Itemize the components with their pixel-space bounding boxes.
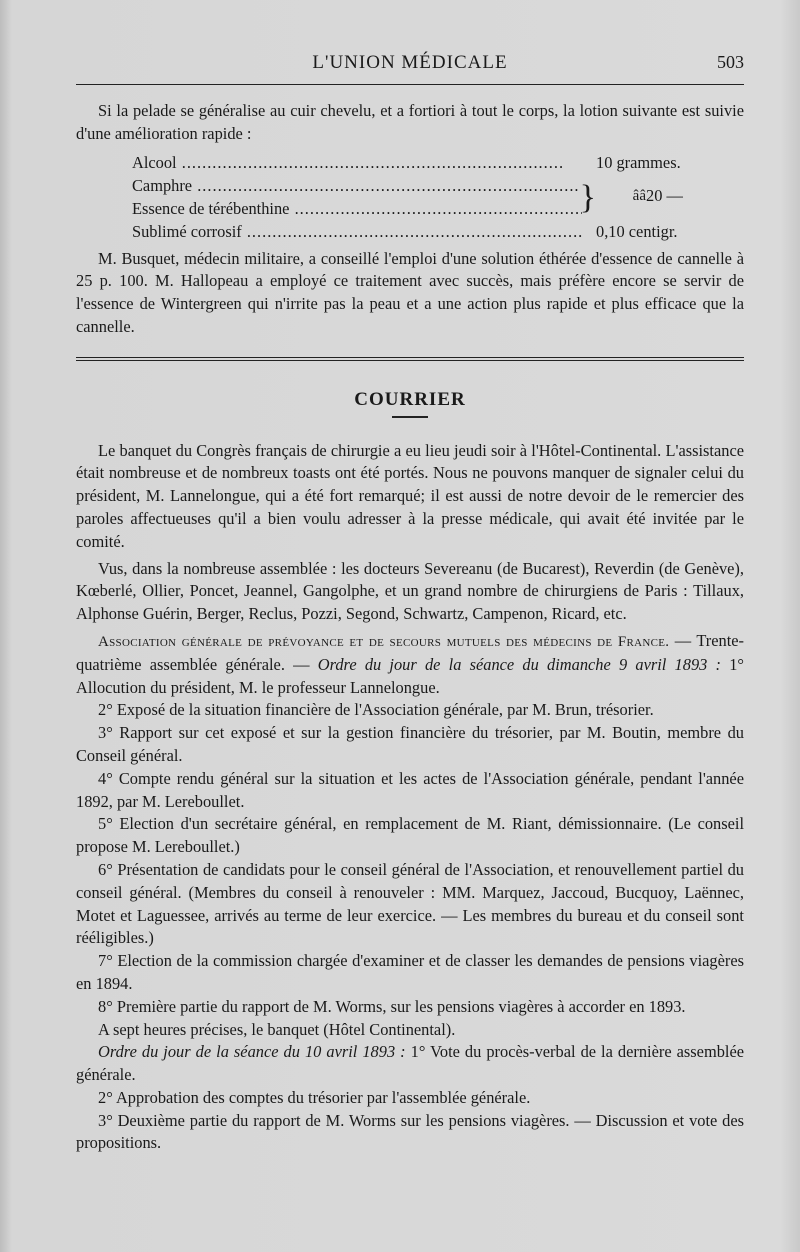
association-item: A sept heures précises, le banquet (Hôtel Continental). — [98, 1019, 456, 1039]
page-header — [76, 50, 744, 78]
brace-qty: 20 — — [646, 185, 683, 205]
formula-name: Alcool ..... — [132, 152, 582, 175]
association-item: 2° Approbation des comptes du trésorier par l'assemblée générale. — [98, 1087, 531, 1107]
formula-row — [132, 198, 708, 221]
brace-label: ââ — [632, 187, 646, 204]
page-content — [76, 100, 744, 1155]
section-title: COURRIER — [354, 388, 466, 410]
association-item: 8° Première partie du rapport de M. Worms, sur les pensions viagères à accorder en 1893. — [98, 996, 686, 1016]
association-line-a: — Trente-quatrième assemblée générale. — — [76, 630, 745, 674]
ordre-10-item-1: 1° Vote du procès-verbal de la dernière assemblée générale. — [76, 1042, 744, 1085]
association-item: 7° Election de la commission chargée d'examiner et de classer les demandes de pensions viagères en 1894. — [76, 951, 744, 993]
lotion-formula — [132, 152, 708, 244]
busquet-paragraph: M. Busquet, médecin militaire, a conseillé l'emploi d'une solution éthérée d'essence de cannelle à 25 p. 100. M. Hallopeau a employé ce traitement avec succès, mais préfère encore se servir de l'essence de Wintergreen qui n'irrite pas la peau et a une action plus rapide et plus efficace que la cannelle. — [76, 248, 744, 336]
association-ordre-du-jour: Ordre du jour de la séance du dimanche 9 avril 1893 : — [317, 654, 722, 674]
formula-row — [132, 221, 708, 244]
header-rule — [76, 84, 744, 85]
page-number: 503 — [717, 52, 744, 72]
association-heading: Association générale de prévoyance et de secours mutuels des médecins de France. — [98, 633, 670, 650]
association-paragraph — [76, 630, 744, 699]
brace-icon: } — [579, 178, 596, 216]
ordre-du-jour-10-avril — [76, 1041, 744, 1087]
formula-name: Sublimé corrosif ..... — [132, 221, 582, 244]
formula-row — [132, 175, 708, 198]
association-item: 4° Compte rendu général sur la situation et les actes de l'Association générale, pendant l'année 1892, par M. Lereboullet. — [76, 768, 744, 811]
association-item: 5° Election d'un secrétaire général, en remplacement de M. Riant, démissionnaire. (Le conseil propose M. Lereboullet.) — [76, 814, 744, 857]
courrier-paragraph: Le banquet du Congrès français de chirurgie a eu lieu jeudi soir à l'Hôtel-Continental. L'assistance était nombreuse et de nombreux toasts ont été portés. Nous ne pouvons manquer de signaler celui du président, M. Lannelongue, qui a été fort remarqué; il est aussi de notre devoir de le remercier des paroles affectueuses qu'il a bien voulu adresser à la presse médicale, qui avait été invitée par le comité. — [76, 440, 744, 551]
title-underline — [392, 416, 428, 418]
association-item: 3° Deuxième partie du rapport de M. Worms sur les pensions viagères. — Discussion et vote des propositions. — [76, 1110, 744, 1153]
formula-qty: 10 grammes. — [596, 152, 681, 172]
formula-brace-group — [132, 175, 708, 221]
formula-name: Essence de térébenthine ..... — [132, 198, 582, 221]
formula-row — [132, 152, 708, 175]
section-double-rule — [76, 357, 744, 361]
ordre-10-heading: Ordre du jour de la séance du 10 avril 1893 : — [98, 1042, 406, 1062]
formula-name: Camphre ..... — [132, 175, 582, 198]
formula-qty: 0,10 centigr. — [596, 221, 678, 241]
association-item-1: 1° Allocution du président, M. le professeur Lannelongue. — [76, 654, 744, 697]
courrier-paragraph: Vus, dans la nombreuse assemblée : les docteurs Severeanu (de Bucarest), Reverdin (de Genève), Kœberlé, Ollier, Poncet, Jeannel, Gangolphe, et un grand nombre de chirurgiens de Paris : Tillaux, Alphonse Guérin, Berger, Reclus, Pozzi, Segond, Schwartz, Campenon, Ricard, etc. — [76, 558, 744, 624]
running-title: L'UNION MÉDICALE — [312, 52, 508, 73]
association-item: 2° Exposé de la situation financière de l'Association générale, par M. Brun, trésorier. — [98, 700, 654, 720]
association-item: 3° Rapport sur cet exposé et sur la gestion financière du trésorier, par M. Boutin, membre du Conseil général. — [76, 723, 744, 765]
association-item: 6° Présentation de candidats pour le conseil général de l'Association, et renouvellement partiel du conseil général. (Membres du conseil à renouveler : MM. Marquez, Jaccoud, Bucquoy, Laënnec, Motet et Laguessee, arrivés au terme de leur exercice. — Les membres du bureau et du conseil sont rééligibles.) — [76, 859, 744, 948]
pelade-intro: Si la pelade se généralise au cuir chevelu, et a fortiori à tout le corps, la lotion suivante est suivie d'une amélioration rapide : — [76, 101, 744, 143]
